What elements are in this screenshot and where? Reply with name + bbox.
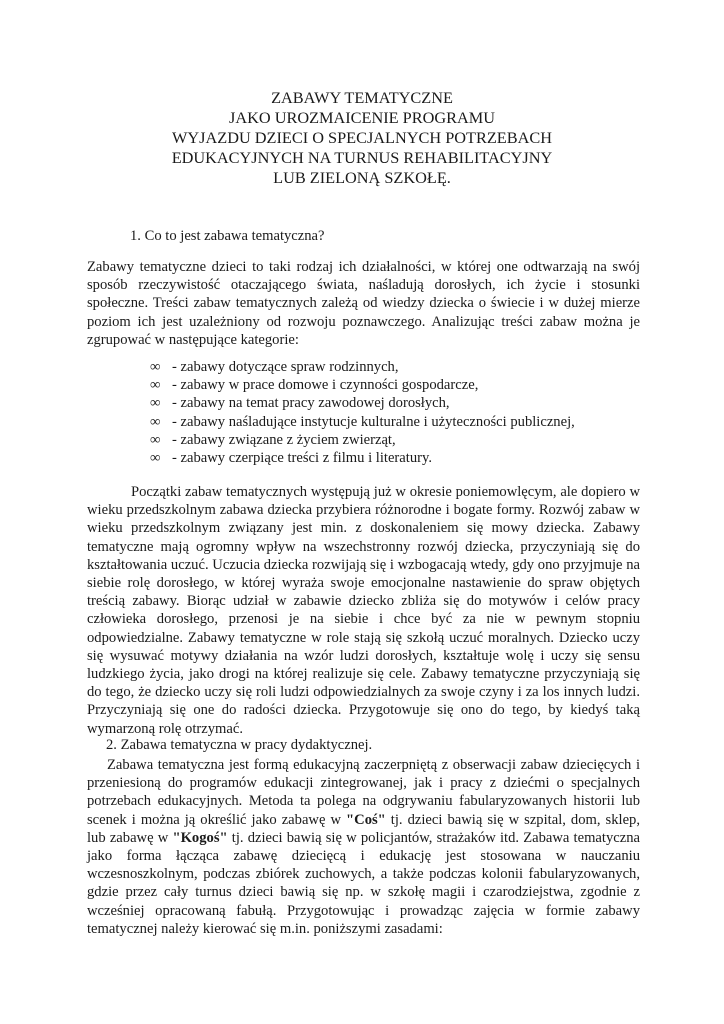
document-title: [0, 88, 724, 188]
infinity-bullet-icon: ∞: [150, 359, 161, 375]
infinity-bullet-icon: ∞: [150, 377, 161, 394]
list-item: [150, 449, 575, 467]
list-item-text: - zabawy naśladujące instytucje kulturalne i użyteczności publicznej,: [172, 413, 575, 430]
categories-list: [150, 358, 575, 467]
list-item-text: - zabawy dotyczące spraw rodzinnych,: [172, 359, 399, 375]
section-1-paragraph-2: Początki zabaw tematycznych występują już w okresie poniemowlęcym, ale dopiero w wieku przedszkolnym zabawa dziecka przybiera różnorodne i bogate formy. Rozwój zabaw w wieku przedszkolnym związany jest min. z doskonaleniem się mowy dziecka. Zabawy tematyczne mają ogromny wpływ na wszechstronny rozwój dziecka, przyczyniają się do kształtowania uczuć. Uczucia dziecka rozwijają się i wzbogacają wtedy, gdy ono przyjmuje na siebie rolę dorosłego, w której wyraża swoje emocjonalne nastawienie do spraw objętych treścią zabawy. Biorąc udział w zabawie dziecko zbliża się do motywów i celów pracy człowieka dorosłego, przenosi je na siebie i chce być za nie w pewnym stopniu odpowiedzialne. Zabawy tematyczne w role stają się szkołą uczuć moralnych. Dziecko uczy się wysuwać motywy działania na wzór ludzi dorosłych, kształtuje wolę i uczy się sensu ludzkiego życia, jako drogi na której realizuje się cele. Zabawy tematyczne przyczyniają się do tego, że dziecko uczy się roli ludzi odpowiedzialnych za swoje czyny i za los innych ludzi. Przyczyniają się one do radości dziecka. Przygotowuje się ono do tego, by kiedyś taką wymarzoną rolę otrzymać.: [87, 484, 640, 737]
list-item: [150, 413, 575, 431]
paragraph-text-part-3: tj. dzieci bawią się w policjantów, strażaków itd. Zabawa tematyczna jako forma łącząca zabawę dziecięcą i edukację jest stosowana w nauczaniu wczesnoszkolnym, podczas zbiórek zuchowych, a także podczas kolonii fabularyzowanych, gdzie przez cały turnus dzieci bawią się np. w szkołę magii i czarodziejstwa, zgodnie z wcześniej opracowaną fabułą. Przygotowując i prowadząc zajęcia w formie zabawy tematycznej należy kierować się m.in. poniższymi zasadami:: [87, 829, 640, 937]
bold-term-cos: "Coś": [346, 811, 386, 828]
section-1-paragraph-1: Zabawy tematyczne dzieci to taki rodzaj ich działalności, w której one odtwarzają na swój sposób rzeczywistość otaczającego świata, naśladują dorosłych, ich życie i stosunki społeczne. Treści zabaw tematycznych zależą od wiedzy dziecka o świecie i w dużej mierze poziom ich jest uzależniony od rozwoju poznawczego. Analizując treści zabaw można je zgrupować w następujące kategorie:: [87, 259, 640, 348]
paragraph-text-part-1: Zabawa tematyczna jest formą edukacyjną zaczerpniętą z obserwacji zabaw dziecięcych i przeniesioną do programów edukacji zintegrowanej, jak i pracy z dziećmi o specjalnych potrzebach edukacyjnych. Metoda ta polega na odgrywaniu fabularyzowanych historii lub scenek i można ją określić jako zabawę w: [87, 757, 640, 828]
infinity-bullet-icon: ∞: [150, 450, 161, 467]
infinity-bullet-icon: ∞: [150, 395, 161, 412]
title-line-4: EDUKACYJNYCH NA TURNUS REHABILITACYJNY: [171, 148, 553, 167]
list-item-text: - zabawy związane z życiem zwierząt,: [172, 431, 396, 448]
list-item: [150, 431, 575, 449]
list-item-text: - zabawy w prace domowe i czynności gospodarcze,: [172, 377, 479, 394]
list-item: [150, 394, 575, 412]
section-2-heading: 2. Zabawa tematyczna w pracy dydaktycznej.: [106, 737, 373, 753]
title-line-3: WYJAZDU DZIECI O SPECJALNYCH POTRZEBACH: [172, 128, 552, 147]
section-1-heading: 1. Co to jest zabawa tematyczna?: [130, 228, 325, 244]
list-item-text: - zabawy czerpiące treści z filmu i literatury.: [172, 450, 432, 467]
list-item: [150, 376, 575, 394]
paragraph-text-part-2: tj. dzieci bawią się w szpital, dom, sklep, lub zabawę w: [87, 811, 640, 846]
infinity-bullet-icon: ∞: [150, 431, 161, 448]
title-line-1: ZABAWY TEMATYCZNE: [271, 88, 453, 107]
section-2-paragraph: [87, 756, 640, 938]
list-item: [150, 358, 575, 376]
infinity-bullet-icon: ∞: [150, 413, 161, 430]
list-item-text: - zabawy na temat pracy zawodowej dorosłych,: [172, 395, 450, 412]
bold-term-kogos: "Kogoś": [172, 829, 228, 846]
title-line-5: LUB ZIELONĄ SZKOŁĘ.: [273, 168, 451, 187]
title-line-2: JAKO UROZMAICENIE PROGRAMU: [229, 108, 495, 127]
